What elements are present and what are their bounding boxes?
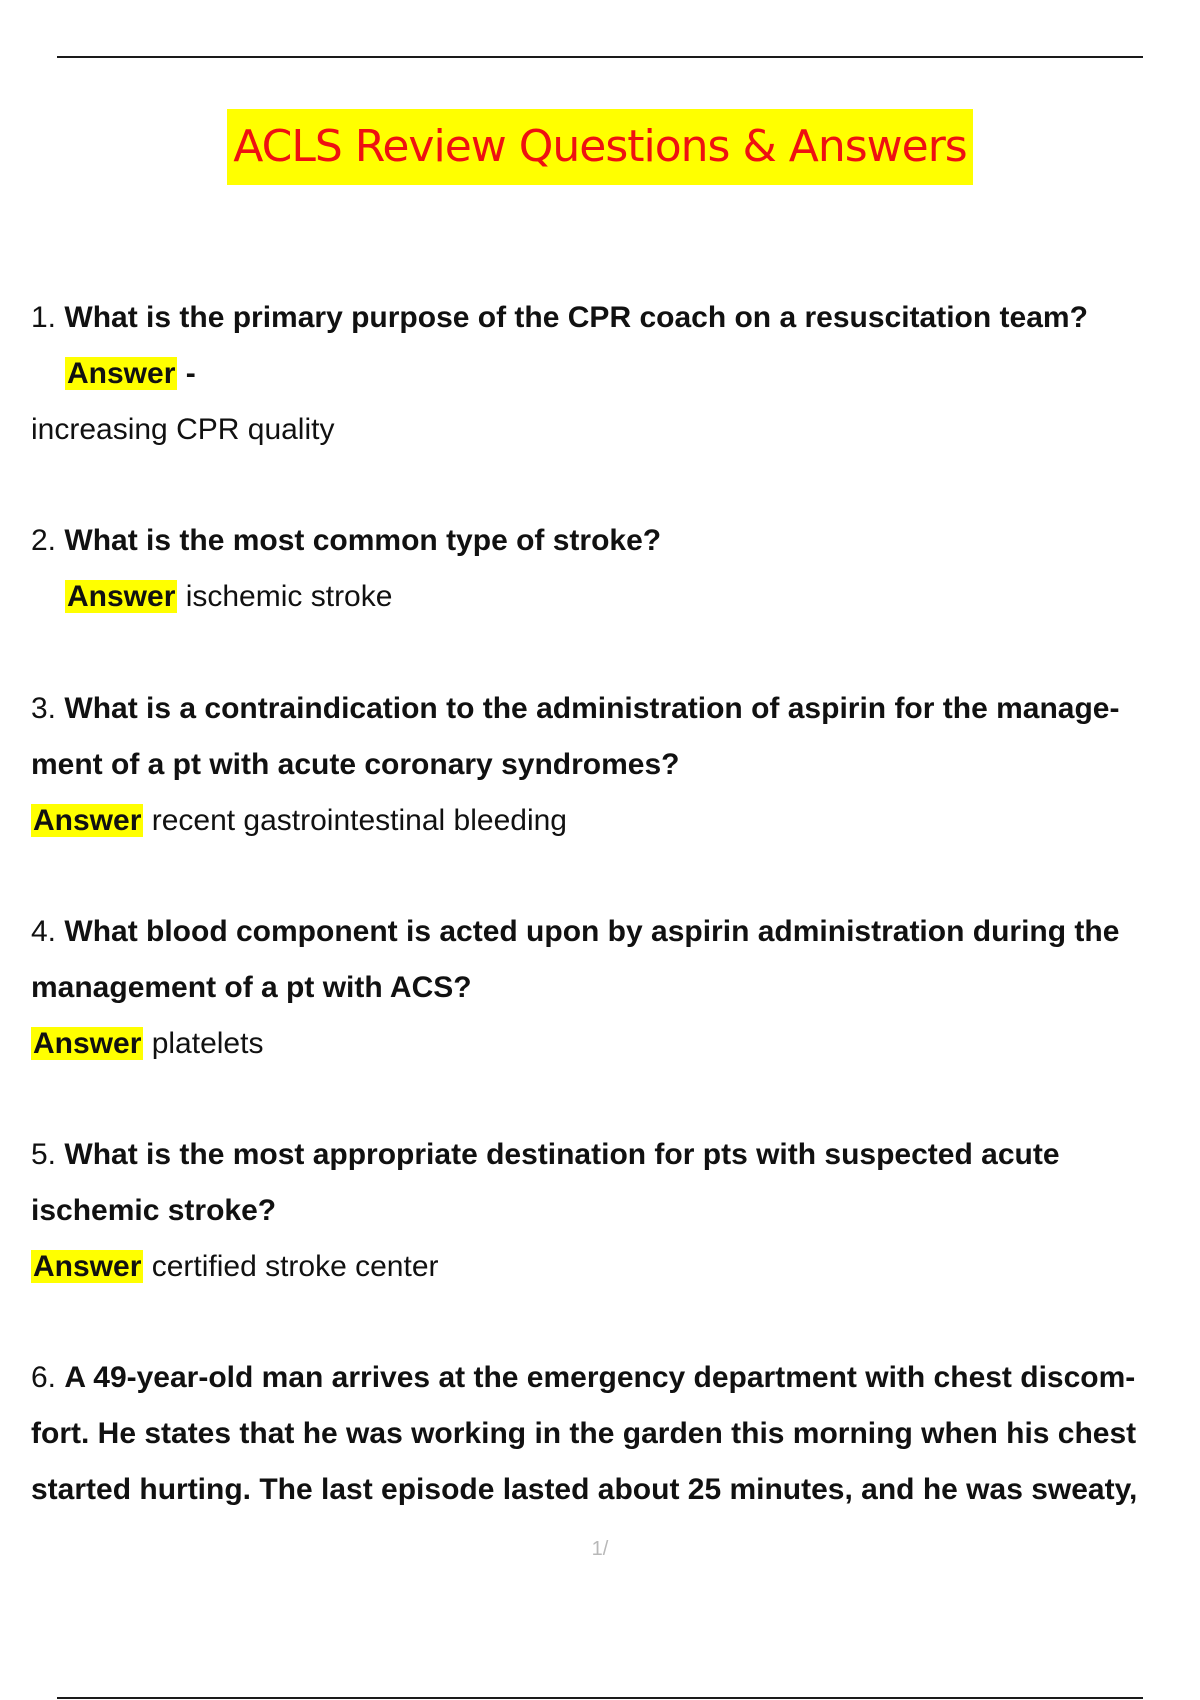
question-2 [31,513,1200,625]
bottom-rule [57,1697,1143,1699]
question-line [31,1350,1200,1406]
question-text-continued: ment of a pt with acute coronary syndromes? [31,748,680,781]
question-text-continued: started hurting. The last episode lasted about 25 minutes, and he was sweaty, [31,1473,1138,1506]
question-text: A 49-year-old man arrives at the emergency department with chest discom- [64,1361,1136,1394]
question-line [31,904,1200,960]
answer-separator: - [177,357,196,390]
question-6 [31,1350,1200,1518]
answer-text: certified stroke center [143,1250,439,1283]
question-number: 3. [31,692,57,725]
question-number: 4. [31,915,57,948]
question-text-continued: fort. He states that he was working in the garden this morning when his chest [31,1417,1137,1450]
question-text-continued: management of a pt with ACS? [31,971,472,1004]
title-block [0,109,1200,185]
answer-label: Answer [67,580,176,613]
answer-label: Answer [67,357,176,390]
question-line [31,290,1200,346]
answer-label: Answer [33,1027,142,1060]
question-number: 6. [31,1361,57,1394]
question-number: 1. [31,301,57,334]
answer-label: Answer [33,804,142,837]
question-text: What is the most appropriate destination for pts with suspected acute [64,1138,1060,1171]
answer-line [31,1239,1200,1295]
question-text: What blood component is acted upon by aspirin administration during the [64,915,1120,948]
question-1 [31,290,1200,458]
answer-text: recent gastrointestinal bleeding [143,804,567,837]
answer-label: Answer [33,1250,142,1283]
document-title: ACLS Review Questions & Answers [227,109,972,185]
answer-line [31,569,1200,625]
question-text: What is the primary purpose of the CPR coach on a resuscitation team? [64,301,1088,334]
top-rule [57,56,1143,58]
answer-line [31,793,1200,849]
question-text: What is a contraindication to the administration of aspirin for the manage- [64,692,1120,725]
question-4 [31,904,1200,1072]
answer-text: platelets [143,1027,264,1060]
question-line [31,681,1200,737]
page-number: 1/ [591,1538,609,1560]
answer-line [31,402,1200,458]
question-number: 2. [31,524,57,557]
question-line [31,1127,1200,1183]
answer-text: increasing CPR quality [31,413,335,446]
answer-text: ischemic stroke [177,580,393,613]
question-3 [31,681,1200,849]
question-5 [31,1127,1200,1295]
answer-line [31,346,1200,402]
question-line [31,513,1200,569]
question-text: What is the most common type of stroke? [64,524,662,557]
question-text-continued: ischemic stroke? [31,1194,277,1227]
question-number: 5. [31,1138,57,1171]
answer-line [31,1016,1200,1072]
